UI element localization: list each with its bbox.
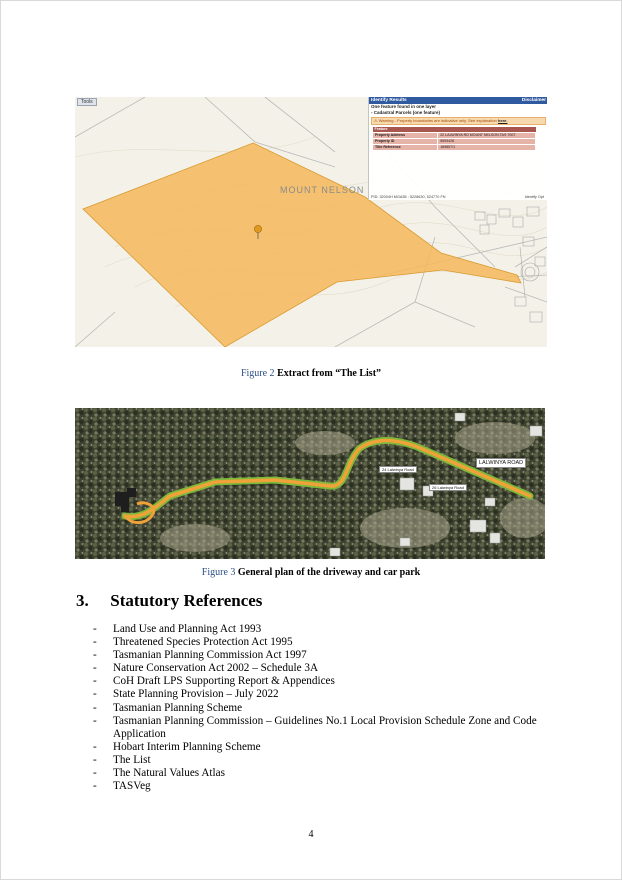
list-item (93, 675, 553, 688)
reference-text: Nature Conservation Act 2002 – Schedule 3A (113, 662, 319, 675)
list-dash: - (93, 740, 97, 753)
reference-text: Tasmanian Planning Commission Act 1997 (113, 649, 307, 662)
list-item (93, 688, 553, 701)
list-item (93, 741, 553, 754)
identify-header (369, 97, 547, 104)
road-label-24: 24 Lalwinya Road (379, 466, 417, 473)
row-key: Property Address (373, 133, 438, 139)
list-dash: - (93, 662, 97, 675)
layer-name-text[interactable]: - Cadastral Parcels (one feature) (371, 110, 441, 115)
road-label-lalwinya: LALWINYA ROAD (476, 458, 526, 468)
aerial-photo (75, 408, 545, 559)
list-item (93, 649, 553, 662)
tools-button[interactable]: Tools (77, 98, 97, 106)
row-key: Property ID (373, 139, 438, 145)
row-key: Title Reference (373, 145, 438, 151)
disclaimer-link[interactable]: Disclaimer (521, 98, 546, 103)
identify-results-panel (368, 97, 547, 200)
figure-3-number: Figure 3 (201, 567, 236, 578)
list-dash: - (93, 780, 97, 793)
list-dash: - (93, 767, 97, 780)
warning-explanation-link[interactable]: here. (497, 118, 508, 123)
reference-text: CoH Draft LPS Supporting Report & Appendices (113, 675, 335, 688)
reference-text: The List (113, 753, 151, 766)
table-row (373, 133, 536, 139)
warning-icon: ⚠ (374, 118, 378, 123)
row-value: 22 LALWINYA RD MOUNT NELSON TAS 7007 (438, 133, 536, 139)
row-value: 5593426 (438, 139, 536, 145)
list-item (93, 636, 553, 649)
reference-text: The Natural Values Atlas (113, 767, 225, 780)
coordinate-text: PID: 32004H MGA55 : 5228630, 524770 FN (371, 195, 446, 199)
figure-2-map[interactable] (75, 97, 547, 347)
list-item (93, 780, 553, 793)
identify-options-tab[interactable]: Identify Opt (524, 195, 544, 199)
list-dash: - (93, 714, 97, 727)
reference-text: Hobart Interim Planning Scheme (113, 740, 261, 753)
row-value: 169857/1 (438, 145, 536, 151)
page-number: 4 (308, 829, 314, 840)
figure-2-caption (0, 368, 622, 379)
road-label-26: 26 Lalwinya Road (429, 484, 467, 491)
warning-text: Warning - Property boundaries are indicative only. See explanation (378, 118, 497, 123)
list-item (93, 623, 553, 636)
section-number: 3. (76, 591, 89, 610)
figure-3-caption (0, 567, 622, 578)
map-suburb-label: MOUNT NELSON (280, 185, 365, 195)
coordinate-readout (368, 195, 547, 199)
reference-text: Land Use and Planning Act 1993 (113, 623, 262, 635)
feature-header: Feature (373, 127, 536, 133)
features-found-text: One feature found in one layer (371, 104, 437, 109)
list-item (93, 767, 553, 780)
feature-table (372, 127, 536, 151)
section-heading (76, 591, 262, 611)
reference-text: TASVeg (113, 780, 151, 793)
references-list (93, 623, 553, 793)
figure-2-number: Figure 2 (240, 368, 275, 379)
list-item (93, 702, 553, 715)
boundary-warning (371, 117, 546, 125)
list-dash: - (93, 675, 97, 688)
reference-text: Tasmanian Planning Scheme (113, 701, 243, 714)
section-title: Statutory References (110, 591, 263, 610)
list-item (93, 754, 553, 767)
list-dash: - (93, 688, 97, 701)
figure-2-caption-text: Extract from “The List” (277, 368, 382, 379)
list-dash: - (93, 753, 97, 766)
list-item (93, 715, 553, 741)
list-dash: - (93, 623, 97, 635)
reference-text: Tasmanian Planning Commission – Guidelines No.1 Local Provision Schedule Zone and Code Application (113, 714, 537, 740)
list-item (93, 662, 553, 675)
reference-text: Threatened Species Protection Act 1995 (113, 636, 293, 649)
reference-text: State Planning Provision – July 2022 (113, 688, 279, 701)
list-dash: - (93, 649, 97, 662)
figure-3-aerial[interactable] (75, 408, 545, 559)
list-dash: - (93, 701, 97, 714)
list-dash: - (93, 636, 97, 649)
identify-title: Identify Results (371, 98, 407, 103)
table-row (373, 145, 536, 151)
figure-3-caption-text: General plan of the driveway and car park (237, 567, 421, 578)
